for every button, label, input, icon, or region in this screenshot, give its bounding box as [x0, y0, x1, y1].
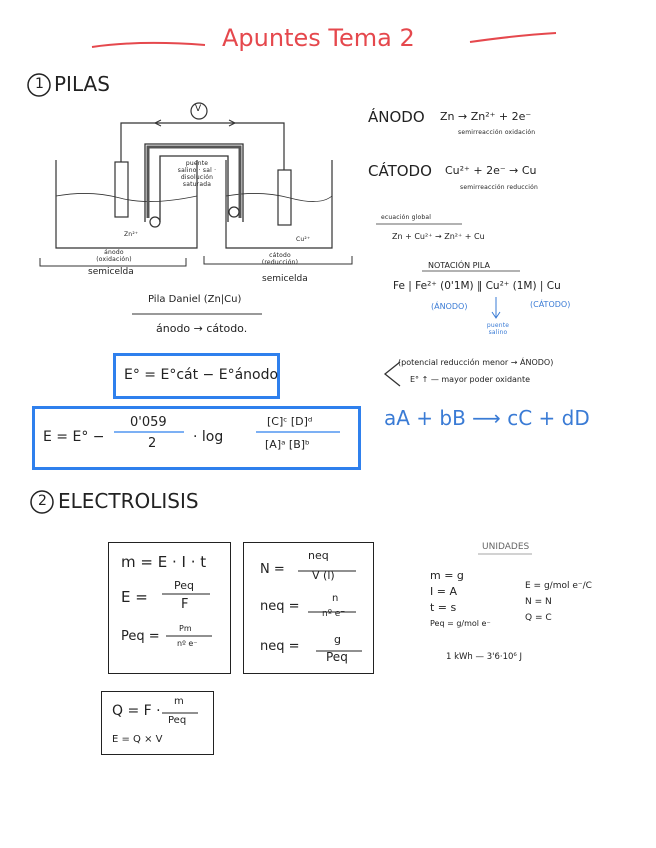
section-2-heading: ELECTROLISIS [58, 489, 199, 513]
global-eq-label: ecuación global [381, 214, 432, 221]
potential-note-2: E° ↑ — mayor poder oxidante [410, 375, 531, 384]
right-half-cell-label: semicelda [262, 274, 308, 284]
units-left [430, 568, 491, 632]
notation-bridge: puente salino [486, 322, 510, 336]
unit-current: I = A [430, 585, 457, 598]
box1-line2-num: Peq [174, 579, 194, 592]
unit-charge: Q = C [525, 613, 552, 623]
section-2-number: 2 [38, 493, 47, 509]
box3-line1-lhs: Q = F · [112, 703, 161, 719]
box2-line3-lhs: neq = [260, 639, 300, 654]
nernst-log-num: [C]ᶜ [D]ᵈ [267, 415, 313, 428]
unit-peq: Peq = g/mol e⁻ [430, 619, 491, 628]
units-right [525, 578, 592, 626]
catodo-note: semirreacción reducción [460, 184, 539, 191]
unit-time: t = s [430, 601, 457, 614]
nernst-equation-box [32, 406, 361, 470]
box2-line3-den: Peq [326, 650, 348, 664]
box2-line2-lhs: neq = [260, 599, 300, 614]
diagram-caption: Pila Daniel (Zn|Cu) [148, 294, 242, 305]
unit-kwh: 1 kWh — 3'6·10⁶ J [446, 652, 523, 662]
catodo-reaction: Cu²⁺ + 2e⁻ → Cu [445, 164, 537, 177]
box2-line1-lhs: N = [260, 562, 285, 577]
box1-line2-lhs: E = [121, 588, 148, 606]
section-1-number: 1 [35, 76, 44, 92]
cathode-electrode-label: cátodo (reducción) [261, 252, 299, 266]
box2-line1-num: neq [308, 549, 329, 562]
box1-line2-den: F [181, 597, 189, 612]
box1-line3-num: Pm [179, 624, 192, 633]
voltmeter-label: V [195, 104, 202, 114]
nernst-den: 2 [148, 436, 157, 451]
electrolysis-box-2 [243, 542, 374, 674]
general-reaction: aA + bB ⟶ cC + dD [384, 406, 590, 430]
nernst-num: 0'059 [130, 415, 167, 430]
page-title: Apuntes Tema 2 [222, 24, 415, 52]
notation-formula: Fe | Fe²⁺ (0'1M) ‖ Cu²⁺ (1M) | Cu [393, 280, 561, 292]
notation-cathode: (CÁTODO) [530, 300, 571, 309]
electrolysis-box-3 [101, 691, 214, 755]
box2-line3-num: g [334, 633, 341, 646]
anodo-label: ÁNODO [368, 108, 425, 126]
potential-note-1: (potencial reducción menor → ÁNODO) [398, 358, 554, 367]
notation-label: NOTACIÓN PILA [428, 261, 490, 270]
electrolysis-box-1 [108, 542, 231, 674]
anode-electrode-label: ánodo (oxidación) [96, 249, 132, 263]
standard-potential-text: E° = E°cát − E°ánodo [124, 367, 279, 383]
box3-line1-num: m [174, 696, 184, 707]
notation-anode: (ÁNODO) [431, 302, 468, 311]
catodo-label: CÁTODO [368, 162, 432, 180]
electron-flow: ánodo → cátodo. [156, 322, 248, 335]
box3-line1-den: Peq [168, 715, 187, 726]
box2-line1-den: V (l) [312, 569, 335, 582]
unit-equivalent: E = g/mol e⁻/C [525, 581, 592, 591]
box2-line2-num: n [332, 593, 339, 604]
anode-ion-label: Zn²⁺ [124, 231, 139, 238]
box1-line1: m = E · I · t [121, 553, 207, 571]
box2-line2-den: nº e⁻ [322, 609, 346, 619]
nernst-lhs: E = E° − [43, 429, 105, 445]
unit-mass: m = g [430, 569, 464, 582]
standard-potential-box [113, 353, 280, 399]
left-half-cell-label: semicelda [88, 267, 134, 277]
unit-normality: N = N [525, 597, 552, 607]
salt-bridge-label: puente salino · sal · disolución saturada [177, 160, 217, 188]
anodo-reaction: Zn → Zn²⁺ + 2e⁻ [440, 110, 532, 123]
anodo-note: semirreacción oxidación [458, 129, 536, 136]
box1-line3-den: nº e⁻ [177, 639, 198, 648]
box3-line2: E = Q × V [112, 734, 163, 745]
nernst-log: · log [193, 429, 224, 445]
global-eq-reaction: Zn + Cu²⁺ → Zn²⁺ + Cu [392, 232, 485, 241]
units-title: UNIDADES [482, 542, 530, 552]
section-1-heading: PILAS [54, 72, 110, 96]
cathode-ion-label: Cu²⁺ [296, 236, 311, 243]
nernst-log-den: [A]ᵃ [B]ᵇ [265, 438, 310, 451]
box1-line3-lhs: Peq = [121, 629, 160, 644]
